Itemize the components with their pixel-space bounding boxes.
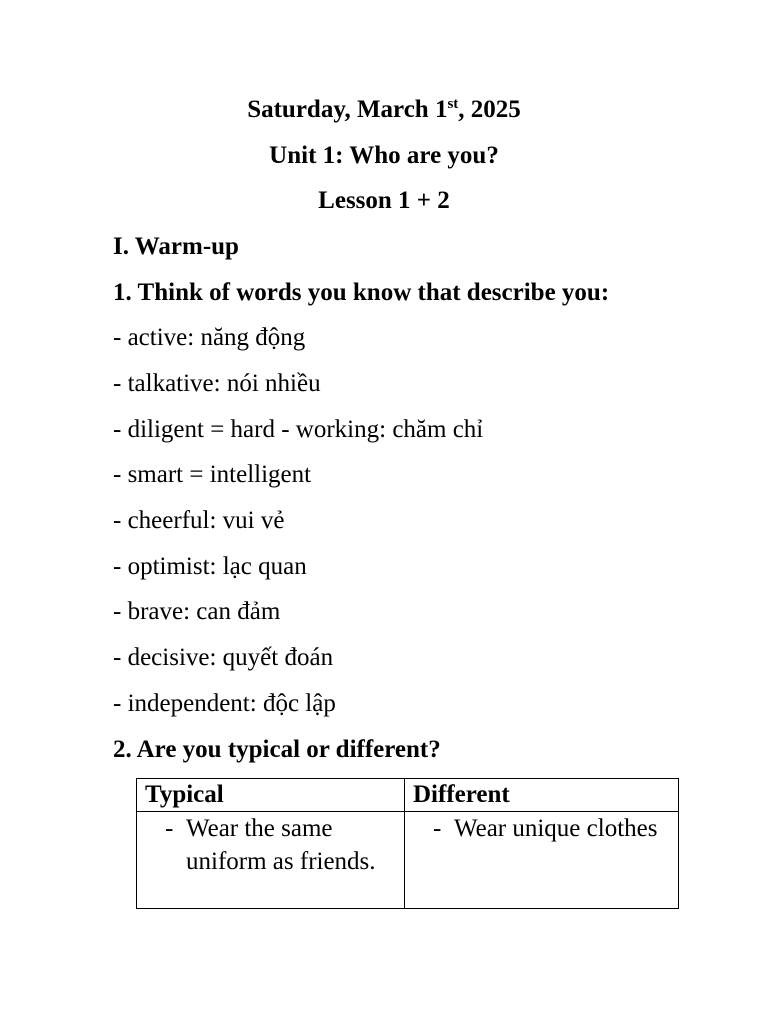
vocab-item: - smart = intelligent xyxy=(113,461,312,488)
vocab-item: - active: năng động xyxy=(113,324,306,351)
vocab-item: - talkative: nói nhiều xyxy=(113,370,321,397)
date-text: Saturday, March 1 xyxy=(247,96,448,123)
vocab-item: - optimist: lạc quan xyxy=(113,553,307,580)
vocab-item: - cheerful: vui vẻ xyxy=(113,507,285,534)
bullet-dash: - xyxy=(165,815,174,842)
different-text: Wear unique clothes xyxy=(454,815,658,842)
typical-different-table xyxy=(136,778,679,909)
vocab-item: - independent: độc lập xyxy=(113,690,336,717)
bullet-dash: - xyxy=(433,815,442,842)
section-warmup-title: I. Warm-up xyxy=(113,233,239,260)
vocab-item: - brave: can đảm xyxy=(113,598,281,625)
question-2: 2. Are you typical or different? xyxy=(113,736,441,763)
table-header-row xyxy=(137,779,679,812)
cell-typical xyxy=(137,812,405,909)
header-typical: Typical xyxy=(137,779,405,812)
lesson-title: Lesson 1 + 2 xyxy=(318,187,450,214)
table-row xyxy=(137,812,679,909)
vocab-item: - decisive: quyết đoán xyxy=(113,644,334,671)
vocab-item: - diligent = hard - working: chăm chỉ xyxy=(113,416,484,443)
date-line xyxy=(0,95,768,125)
cell-different xyxy=(405,812,679,909)
typical-text: Wear the same uniform as friends. xyxy=(186,815,376,875)
question-1: 1. Think of words you know that describe you: xyxy=(113,279,610,306)
date-ordinal-suffix: st xyxy=(447,96,459,112)
header-different: Different xyxy=(405,779,679,812)
date-year: , 2025 xyxy=(458,96,521,123)
unit-title: Unit 1: Who are you? xyxy=(269,142,499,169)
